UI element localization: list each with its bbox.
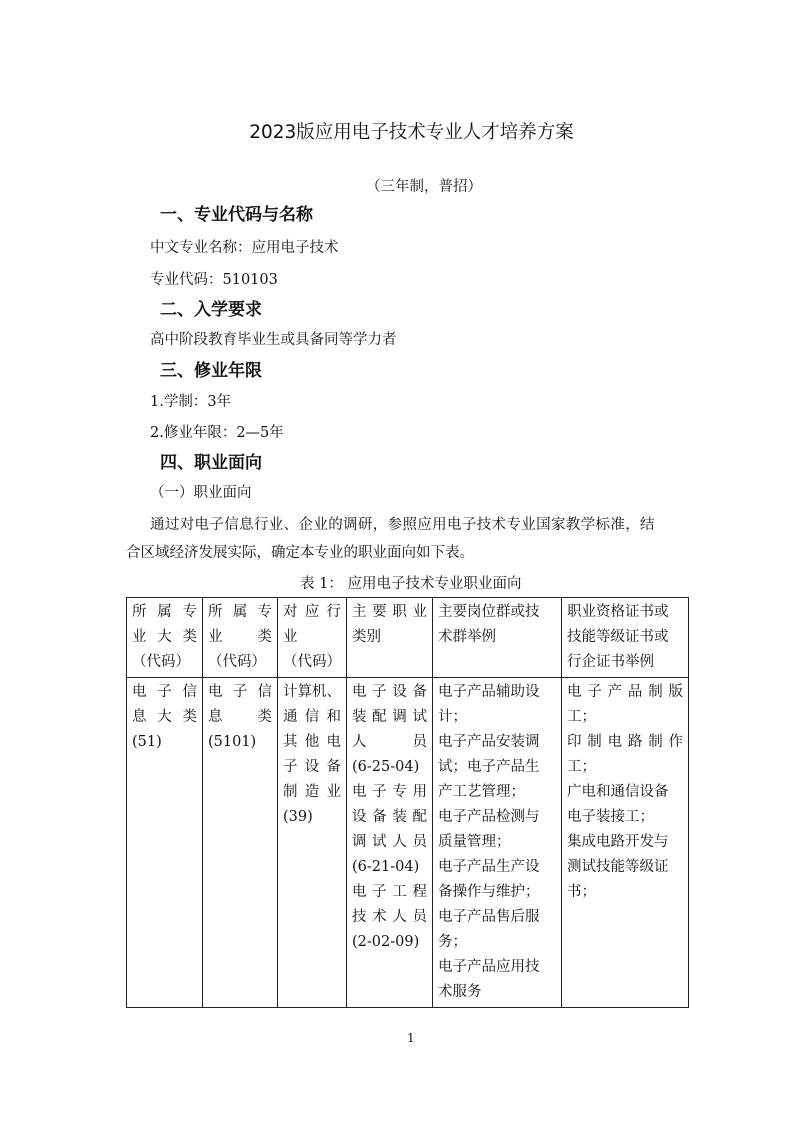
cell-line: 产工艺管理； xyxy=(438,784,525,800)
cell-line: 主要职业 xyxy=(352,604,427,620)
table-row xyxy=(127,678,689,1008)
cell-line: 广电和通信设备 xyxy=(567,784,669,800)
cell-line: (6-25-04) xyxy=(352,759,420,775)
page-number: 1 xyxy=(407,1031,415,1045)
cell-line: （代码） xyxy=(208,654,266,670)
major-name: 中文专业名称：应用电子技术 xyxy=(150,240,339,256)
cell-line: 电子信 xyxy=(132,684,197,700)
cell-line: 类别 xyxy=(352,629,381,645)
cell-line: 术服务 xyxy=(438,984,482,1000)
cell-line: 工； xyxy=(567,709,596,725)
cell-line: （代码） xyxy=(283,654,341,670)
cell-line: 备操作与维护； xyxy=(438,884,540,900)
paragraph-line-1: 通过对电子信息行业、企业的调研，参照应用电子技术专业国家教学标准，结 xyxy=(150,517,655,533)
table-header-row xyxy=(127,598,689,678)
cell-line: 试；电子产品生 xyxy=(438,759,540,775)
cell-line: 职业资格证书或 xyxy=(567,604,669,620)
cell-line: 电子设备 xyxy=(352,684,427,700)
section-heading-1: 一、专业代码与名称 xyxy=(160,205,313,225)
cell-line: 业大类 xyxy=(132,629,197,645)
table-header-cell xyxy=(203,598,278,678)
subsection-heading: （一）职业面向 xyxy=(150,485,252,501)
table-cell xyxy=(127,678,203,1008)
cell-line: 电子产品检测与 xyxy=(438,809,540,825)
career-table xyxy=(126,597,689,1008)
cell-line: 电子产品安装调 xyxy=(438,734,540,750)
cell-line: 印制电路制作 xyxy=(567,734,683,750)
cell-line: 对应行 xyxy=(283,604,341,620)
table-cell xyxy=(278,678,347,1008)
table-cell xyxy=(203,678,278,1008)
cell-line: 电子信 xyxy=(208,684,272,700)
cell-line: 计； xyxy=(438,709,467,725)
duration-item-1: 1.学制：3年 xyxy=(150,394,232,410)
cell-line: 设备装配 xyxy=(352,809,427,825)
cell-line: 务； xyxy=(438,934,467,950)
cell-line: (5101) xyxy=(208,734,257,750)
cell-line: 电子工程 xyxy=(352,884,427,900)
cell-line: 调试人员 xyxy=(352,834,427,850)
cell-line: 主要岗位群或技 xyxy=(438,604,540,620)
table-header-cell xyxy=(278,598,347,678)
cell-line: 所属专 xyxy=(208,604,272,620)
cell-line: 术群举例 xyxy=(438,629,496,645)
table-header-cell xyxy=(562,598,689,678)
cell-line: 装配调试 xyxy=(352,709,427,725)
table-header-cell xyxy=(127,598,203,678)
table-cell xyxy=(433,678,562,1008)
cell-line: 其他电 xyxy=(283,734,341,750)
cell-line: (39) xyxy=(283,809,313,825)
cell-line: 集成电路开发与 xyxy=(567,834,669,850)
page-title: 2023版应用电子技术专业人才培养方案 xyxy=(249,122,574,143)
cell-line: 电子专用 xyxy=(352,784,427,800)
cell-line: (2-02-09) xyxy=(352,934,420,950)
cell-line: 电子产品辅助设 xyxy=(438,684,540,700)
cell-line: 电子装接工； xyxy=(567,809,654,825)
section-heading-3: 三、修业年限 xyxy=(160,361,262,381)
cell-line: 电子产品生产设 xyxy=(438,859,540,875)
section-heading-2: 二、入学要求 xyxy=(160,300,262,320)
admission-text: 高中阶段教育毕业生或具备同等学力者 xyxy=(150,332,397,348)
cell-line: (51) xyxy=(132,734,162,750)
cell-line: 质量管理； xyxy=(438,834,511,850)
cell-line: 计算机、 xyxy=(283,684,341,700)
cell-line: 人员 xyxy=(352,734,427,750)
cell-line: 息大类 xyxy=(132,709,197,725)
cell-line: 业 xyxy=(283,629,298,645)
table-header-cell xyxy=(433,598,562,678)
cell-line: 测试技能等级证 xyxy=(567,859,669,875)
paragraph-line-2: 合区域经济发展实际，确定本专业的职业面向如下表。 xyxy=(126,545,474,561)
table-cell xyxy=(347,678,433,1008)
section-heading-4: 四、职业面向 xyxy=(160,453,262,473)
subtitle: （三年制，普招） xyxy=(366,179,482,195)
cell-line: 息 类 xyxy=(208,709,272,725)
table-cell xyxy=(562,678,689,1008)
table-header-cell xyxy=(347,598,433,678)
cell-line: （代码） xyxy=(132,654,190,670)
cell-line: 工； xyxy=(567,759,596,775)
cell-line: 通信和 xyxy=(283,709,341,725)
cell-line: 制造业 xyxy=(283,784,341,800)
cell-line: 技能等级证书或 xyxy=(567,629,669,645)
cell-line: 技术人员 xyxy=(352,909,427,925)
duration-item-2: 2.修业年限：2—5年 xyxy=(150,425,284,441)
major-code: 专业代码：510103 xyxy=(150,272,278,288)
table-caption: 表 1： 应用电子技术专业职业面向 xyxy=(300,576,522,592)
cell-line: 子设备 xyxy=(283,759,341,775)
cell-line: 所属专 xyxy=(132,604,197,620)
cell-line: (6-21-04) xyxy=(352,859,420,875)
cell-line: 书； xyxy=(567,884,596,900)
cell-line: 电子产品售后服 xyxy=(438,909,540,925)
cell-line: 行企证书举例 xyxy=(567,654,654,670)
cell-line: 电子产品应用技 xyxy=(438,959,540,975)
cell-line: 电子产品制版 xyxy=(567,684,683,700)
cell-line: 业类 xyxy=(208,629,272,645)
